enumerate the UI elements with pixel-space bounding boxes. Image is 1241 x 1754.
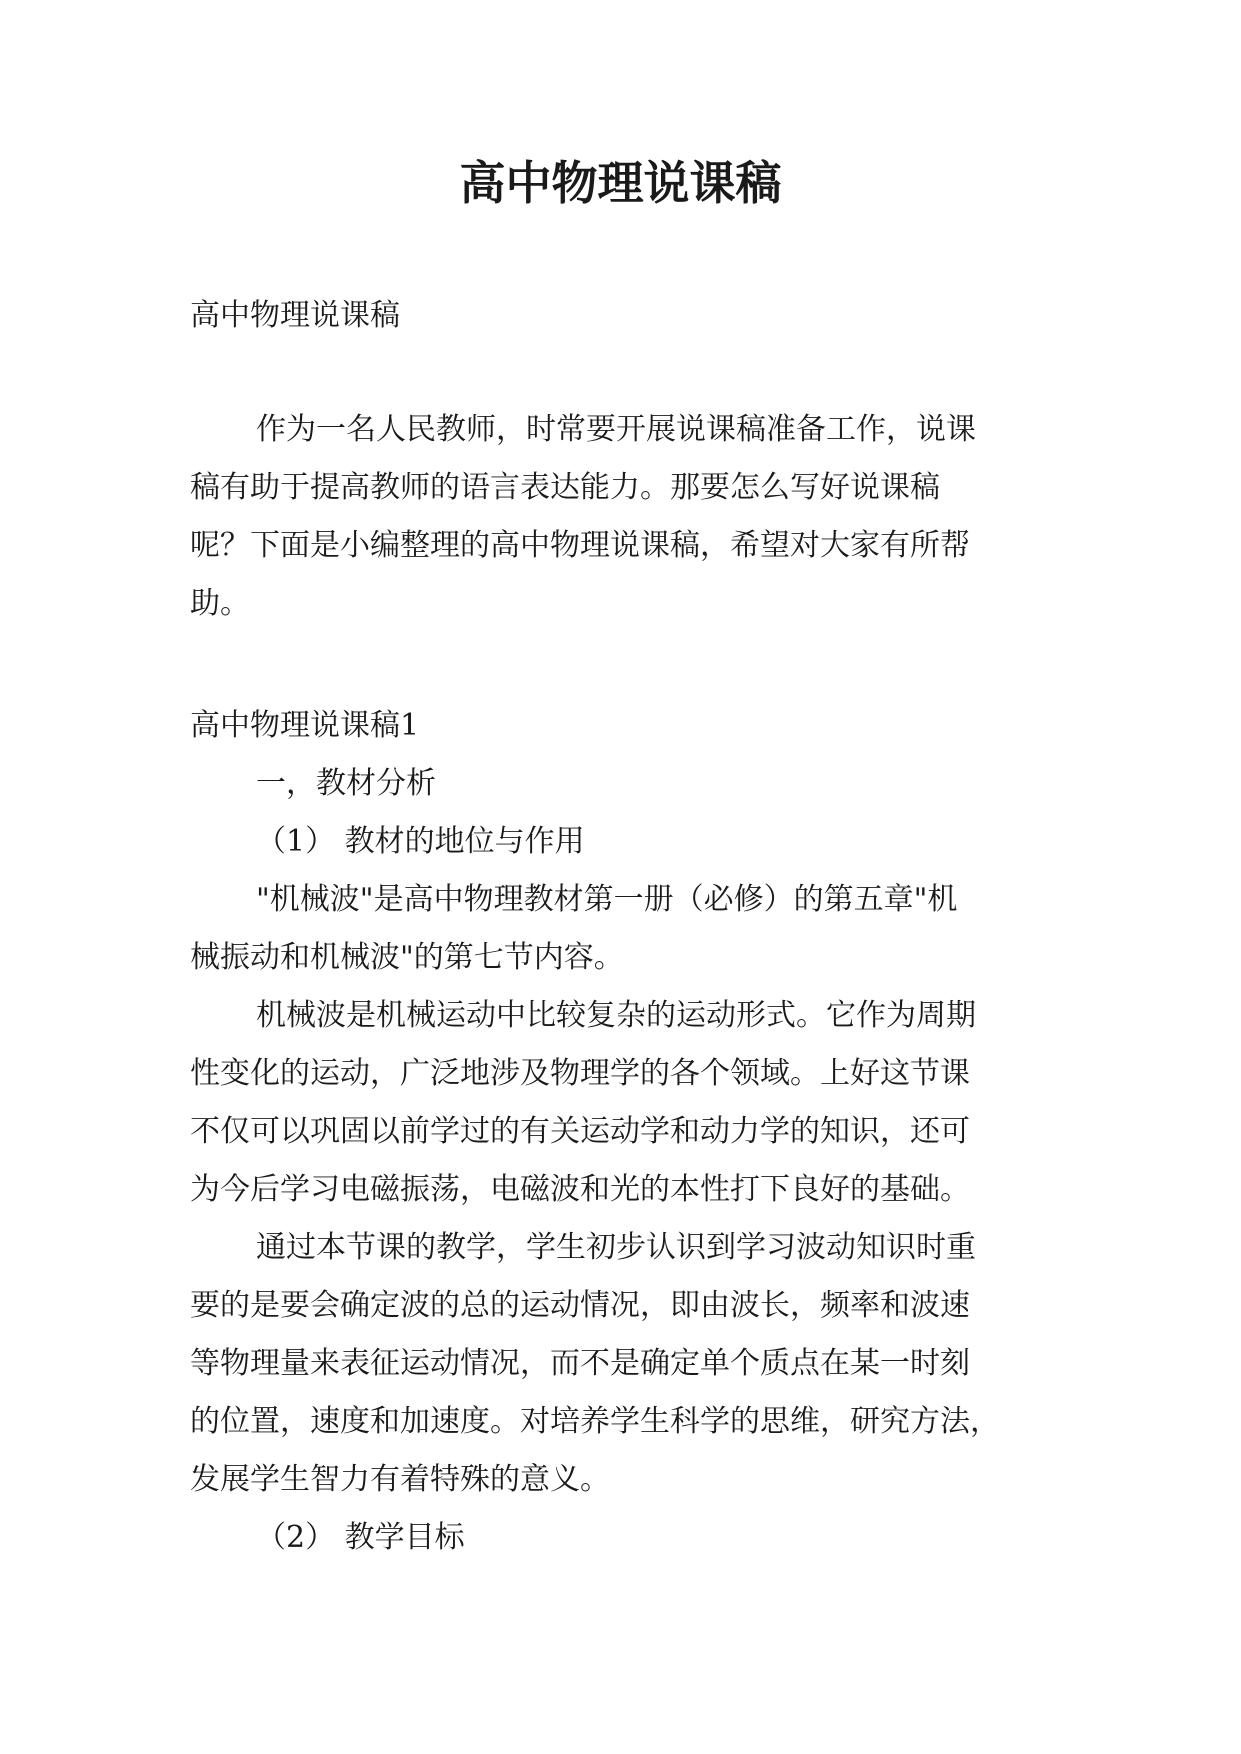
subheading-teaching-goals: （2） 教学目标 xyxy=(256,1520,465,1555)
paragraph-line: 械振动和机械波"的第七节内容。 xyxy=(190,940,624,975)
paragraph-line: 为今后学习电磁振荡，电磁波和光的本性打下良好的基础。 xyxy=(190,1172,970,1207)
intro-line: 作为一名人民教师，时常要开展说课稿准备工作，说课 xyxy=(256,412,976,447)
paragraph-line: 等物理量来表征运动情况，而不是确定单个质点在某一时刻 xyxy=(190,1346,970,1381)
intro-line: 呢？下面是小编整理的高中物理说课稿，希望对大家有所帮 xyxy=(190,528,970,563)
paragraph-line: 要的是要会确定波的总的运动情况，即由波长，频率和波速 xyxy=(190,1288,970,1323)
paragraph-line: 发展学生智力有着特殊的意义。 xyxy=(190,1462,610,1497)
paragraph-line: 的位置，速度和加速度。对培养学生科学的思维，研究方法， xyxy=(190,1404,1000,1439)
paragraph-line: 不仅可以巩固以前学过的有关运动学和动力学的知识，还可 xyxy=(190,1114,970,1149)
heading-teaching-material-analysis: 一，教材分析 xyxy=(256,766,436,801)
section-title: 高中物理说课稿1 xyxy=(190,708,420,743)
paragraph-line: 机械波是机械运动中比较复杂的运动形式。它作为周期 xyxy=(256,998,976,1033)
paragraph-line: "机械波"是高中物理教材第一册（必修）的第五章"机 xyxy=(256,882,958,917)
intro-line: 稿有助于提高教师的语言表达能力。那要怎么写好说课稿 xyxy=(190,470,940,505)
document-title: 高中物理说课稿 xyxy=(459,156,782,210)
intro-line: 助。 xyxy=(190,586,250,621)
document-subtitle: 高中物理说课稿 xyxy=(190,298,400,333)
subheading-status-and-role: （1） 教材的地位与作用 xyxy=(256,824,585,859)
paragraph-line: 通过本节课的教学，学生初步认识到学习波动知识时重 xyxy=(256,1230,976,1265)
paragraph-line: 性变化的运动，广泛地涉及物理学的各个领域。上好这节课 xyxy=(190,1056,970,1091)
